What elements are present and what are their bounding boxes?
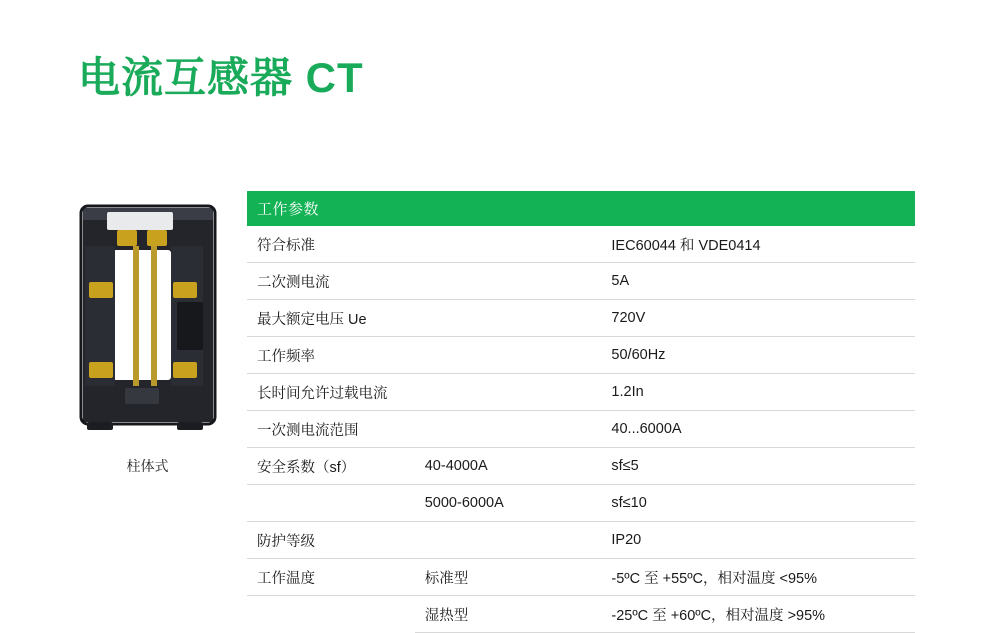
page-title: 电流互感器 CT bbox=[78, 54, 364, 101]
row-label bbox=[247, 485, 415, 522]
table-header-row bbox=[247, 191, 915, 226]
row-sub: 标准型 bbox=[415, 559, 602, 596]
table-row bbox=[247, 226, 915, 263]
table-row bbox=[247, 522, 915, 559]
table-row bbox=[247, 300, 915, 337]
product-caption: 柱体式 bbox=[126, 458, 169, 474]
row-label: 一次测电流范围 bbox=[247, 411, 415, 448]
table-row bbox=[247, 485, 915, 522]
row-sub: 40-4000A bbox=[415, 448, 602, 485]
row-label: 安全系数（sf） bbox=[247, 448, 415, 485]
row-label: 二次测电流 bbox=[247, 263, 415, 300]
row-value: sf≤10 bbox=[601, 485, 915, 522]
row-label bbox=[247, 596, 415, 633]
table-row bbox=[247, 374, 915, 411]
row-value: 720V bbox=[601, 300, 915, 337]
row-sub bbox=[415, 374, 602, 411]
table-row bbox=[247, 448, 915, 485]
row-value: 5A bbox=[601, 263, 915, 300]
row-value: 1.2In bbox=[601, 374, 915, 411]
row-sub bbox=[415, 337, 602, 374]
row-label: 工作频率 bbox=[247, 337, 415, 374]
table-row bbox=[247, 596, 915, 633]
row-sub bbox=[415, 263, 602, 300]
row-sub bbox=[415, 522, 602, 559]
specification-table bbox=[247, 191, 915, 633]
row-value: -5ºC 至 +55ºC，相对温度 <95% bbox=[601, 559, 915, 596]
row-label: 防护等级 bbox=[247, 522, 415, 559]
row-sub: 湿热型 bbox=[415, 596, 602, 633]
table-row bbox=[247, 559, 915, 596]
table-row bbox=[247, 263, 915, 300]
row-value: 40...6000A bbox=[601, 411, 915, 448]
row-sub bbox=[415, 300, 602, 337]
row-label: 长时间允许过载电流 bbox=[247, 374, 415, 411]
row-value: -25ºC 至 +60ºC，相对温度 >95% bbox=[601, 596, 915, 633]
current-transformer-photo bbox=[73, 190, 223, 440]
row-value: IEC60044 和 VDE0414 bbox=[601, 226, 915, 263]
row-label: 工作温度 bbox=[247, 559, 415, 596]
row-value: sf≤5 bbox=[601, 448, 915, 485]
row-label: 符合标准 bbox=[247, 226, 415, 263]
product-block bbox=[60, 190, 235, 476]
table-header-title: 工作参数 bbox=[257, 201, 320, 218]
row-sub bbox=[415, 226, 602, 263]
row-sub: 5000-6000A bbox=[415, 485, 602, 522]
row-sub bbox=[415, 411, 602, 448]
row-value: 50/60Hz bbox=[601, 337, 915, 374]
row-label: 最大额定电压 Ue bbox=[247, 300, 415, 337]
table-row bbox=[247, 411, 915, 448]
row-value: IP20 bbox=[601, 522, 915, 559]
table-row bbox=[247, 337, 915, 374]
